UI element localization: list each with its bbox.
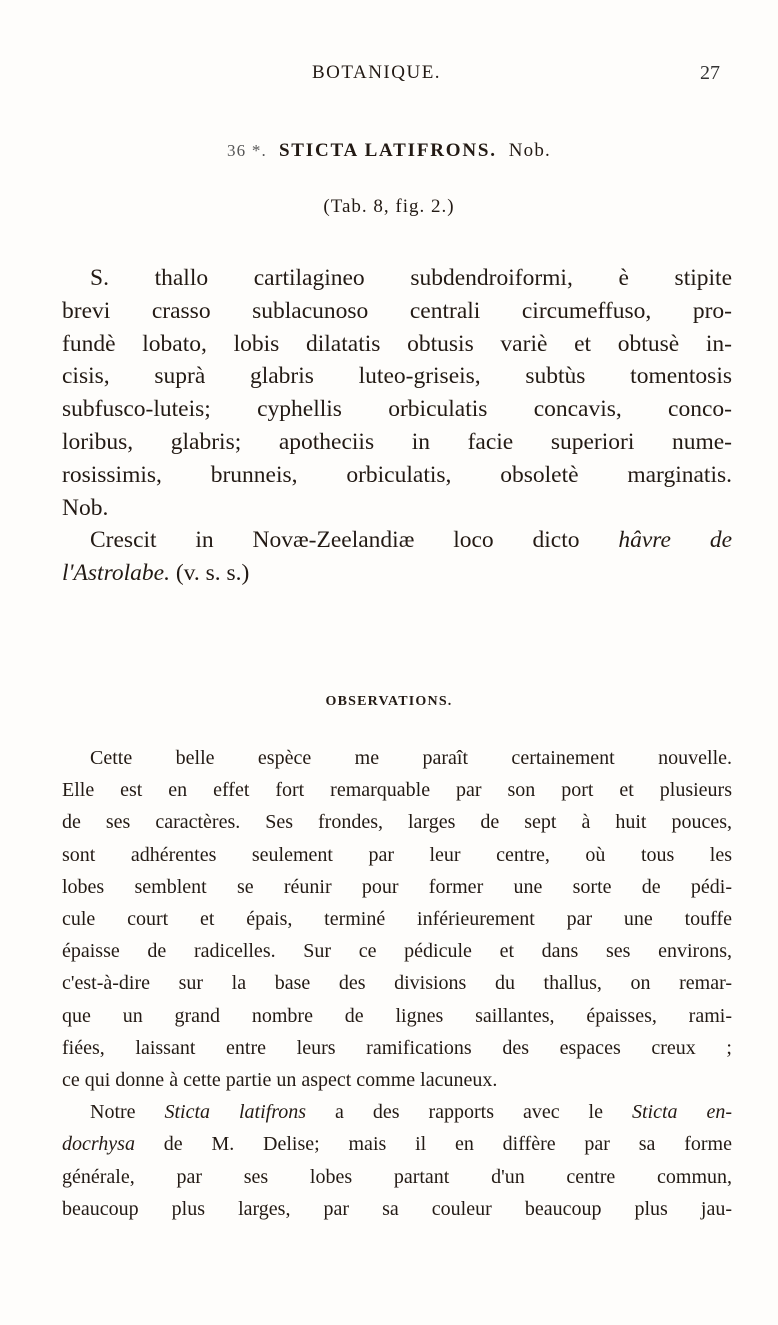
obs-line xyxy=(62,1096,732,1128)
habitat-text: Crescit in Novæ-Zeelandiæ loco dicto xyxy=(90,527,619,554)
plate-reference: (Tab. 8, fig. 2.) xyxy=(323,196,455,217)
obs-text: a des rapports avec le xyxy=(306,1101,632,1124)
running-title: BOTANIQUE. xyxy=(312,62,442,83)
habitat-line xyxy=(62,557,732,590)
obs-line: beaucoup plus larges, par sa couleur beaucoup plus jau- xyxy=(62,1197,732,1220)
obs-line: Elle est en effet fort remarquable par son port et plusieurs xyxy=(62,779,732,802)
obs-line: sont adhérentes seulement par leur centre, où tous les xyxy=(62,843,732,866)
species-name: STICTA LATIFRONS. xyxy=(278,140,497,161)
observations-text xyxy=(62,742,732,1225)
obs-line: de ses caractères. Ses frondes, larges de sept à huit pouces, xyxy=(62,811,732,834)
obs-line: cule court et épais, terminé inférieurement par une touffe xyxy=(62,908,732,931)
obs-text: Notre xyxy=(90,1101,165,1124)
species-heading xyxy=(0,140,778,162)
taxon-name: docrhysa xyxy=(62,1133,135,1156)
obs-line: générale, par ses lobes partant d'un centre commun, xyxy=(62,1165,732,1188)
diagnosis-line: S. thallo cartilagineo subdendroiformi, è stipite xyxy=(90,265,732,291)
diagnosis-line: fundè lobato, lobis dilatatis obtusis variè et obtusè in- xyxy=(62,330,732,357)
obs-line: lobes semblent se réunir pour former une sorte de pédi- xyxy=(62,875,732,898)
obs-line: Cette belle espèce me paraît certainement nouvelle. xyxy=(90,747,732,769)
diagnosis-line: loribus, glabris; apotheciis in facie superiori nume- xyxy=(62,428,732,455)
taxon-name: Sticta latifrons xyxy=(164,1101,307,1124)
habitat-locality: hâvre de xyxy=(618,527,732,554)
running-head xyxy=(0,62,778,92)
obs-line: épaisse de radicelles. Sur ce pédicule et dans ses environs, xyxy=(62,940,732,963)
diagnosis-line: cisis, suprà glabris luteo-griseis, subtùs tomentosis xyxy=(62,363,732,390)
habitat-locality-cont: l'Astrolabe. xyxy=(62,560,170,587)
habitat-line xyxy=(62,524,732,557)
diagnosis-line: rosissimis, brunneis, orbiculatis, obsoletè marginatis. xyxy=(62,461,732,488)
taxon-name: Sticta en- xyxy=(631,1101,732,1124)
obs-line: ce qui donne à cette partie un aspect comme lacuneux. xyxy=(62,1069,498,1092)
page-number: 27 xyxy=(700,62,720,84)
obs-line: fiées, laissant entre leurs ramifications des espaces creux ; xyxy=(62,1036,732,1059)
obs-line: que un grand nombre de lignes saillantes, épaisses, rami- xyxy=(62,1004,732,1027)
species-authority: Nob. xyxy=(508,140,552,161)
diagnosis-line: brevi crasso sublacunoso centrali circumeffuso, pro- xyxy=(62,297,732,324)
obs-line xyxy=(62,1128,732,1160)
obs-text: de M. Delise; mais il en diffère par sa forme xyxy=(134,1133,732,1156)
diagnosis-line: Nob. xyxy=(62,494,109,521)
obs-line: c'est-à-dire sur la base des divisions du thallus, on remar- xyxy=(62,972,732,995)
observations-heading: OBSERVATIONS. xyxy=(325,694,453,709)
diagnosis-line: subfusco-luteis; cyphellis orbiculatis concavis, conco- xyxy=(62,396,732,423)
latin-diagnosis xyxy=(62,262,732,590)
habitat-note: (v. s. s.) xyxy=(169,560,250,587)
species-number: 36 *. xyxy=(226,141,267,160)
